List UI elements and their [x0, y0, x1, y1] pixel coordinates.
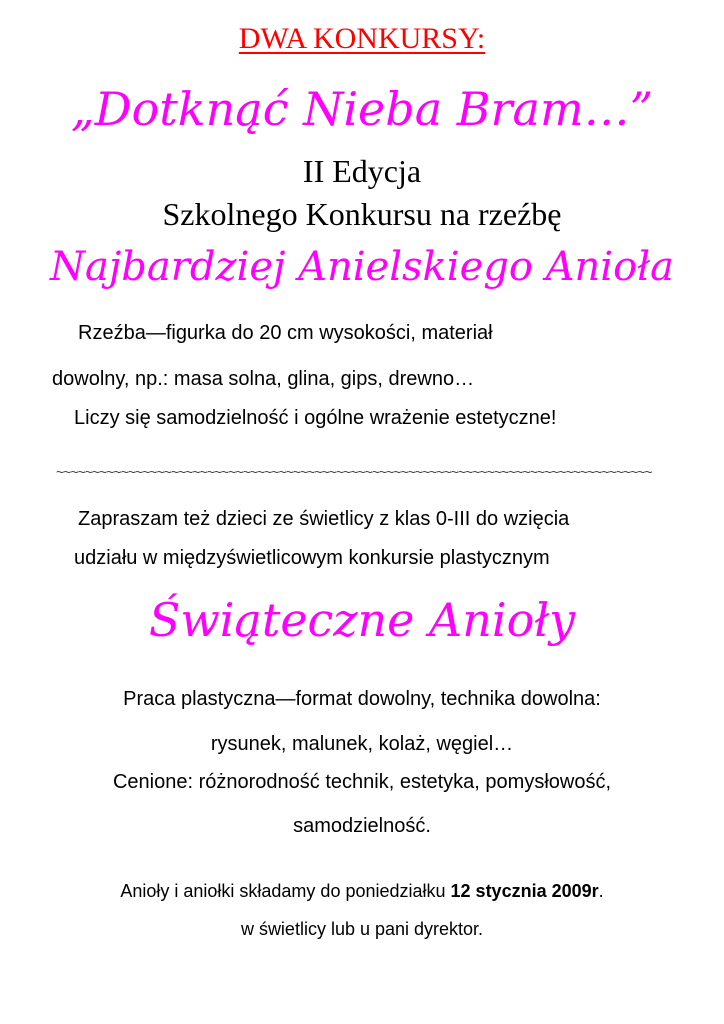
contest2-rule-line: Praca plastyczna—format dowolny, technika dowolna: — [123, 688, 601, 710]
contest1-rule-line: dowolny, np.: masa solna, glina, gips, drewno… — [52, 368, 475, 390]
contest2-rule-line: samodzielność. — [293, 815, 431, 837]
contest1-edition: II Edycja — [302, 153, 422, 189]
contest2-name: Świąteczne Anioły — [148, 593, 576, 647]
contest1-name: Najbardziej Anielskiego Anioła — [50, 244, 674, 290]
contest1-rule-line: Rzeźba—figurka do 20 cm wysokości, materiał — [78, 322, 493, 344]
footer-deadline-prefix: Anioły i aniołki składamy do poniedziałku — [120, 881, 451, 901]
footer-deadline-suffix: . — [598, 881, 604, 901]
contest2-intro-line: Zapraszam też dzieci ze świetlicy z klas 0-III do wzięcia — [78, 508, 570, 530]
contest2-intro-line: udziału w międzyświetlicowym konkursie plastycznym — [74, 547, 550, 569]
contest1-subtitle: Szkolnego Konkursu na rzeźbę — [162, 196, 562, 232]
footer-deadline-date: 12 stycznia 2009r — [450, 881, 599, 901]
contest2-rule-line: Cenione: różnorodność technik, estetyka, pomysłowość, — [112, 771, 612, 793]
tilde-divider: ~~~~~~~~~~~~~~~~~~~~~~~~~~~~~~~~~~~~~~~~~~~~~~~~~~~~~~~~~~~~~~~~~~~~~~~~~~~~~~~~~~~ — [56, 464, 652, 480]
contest1-rule-line: Liczy się samodzielność i ogólne wrażenie estetyczne! — [74, 407, 557, 429]
main-heading: DWA KONKURSY: — [238, 22, 486, 55]
footer-location: w świetlicy lub u pani dyrektor. — [240, 919, 484, 939]
contest2-rule-line: rysunek, malunek, kolaż, węgiel… — [210, 733, 514, 755]
contest1-title: „Dotknąć Nieba Bram…” — [70, 82, 654, 136]
footer-deadline — [0, 881, 724, 902]
